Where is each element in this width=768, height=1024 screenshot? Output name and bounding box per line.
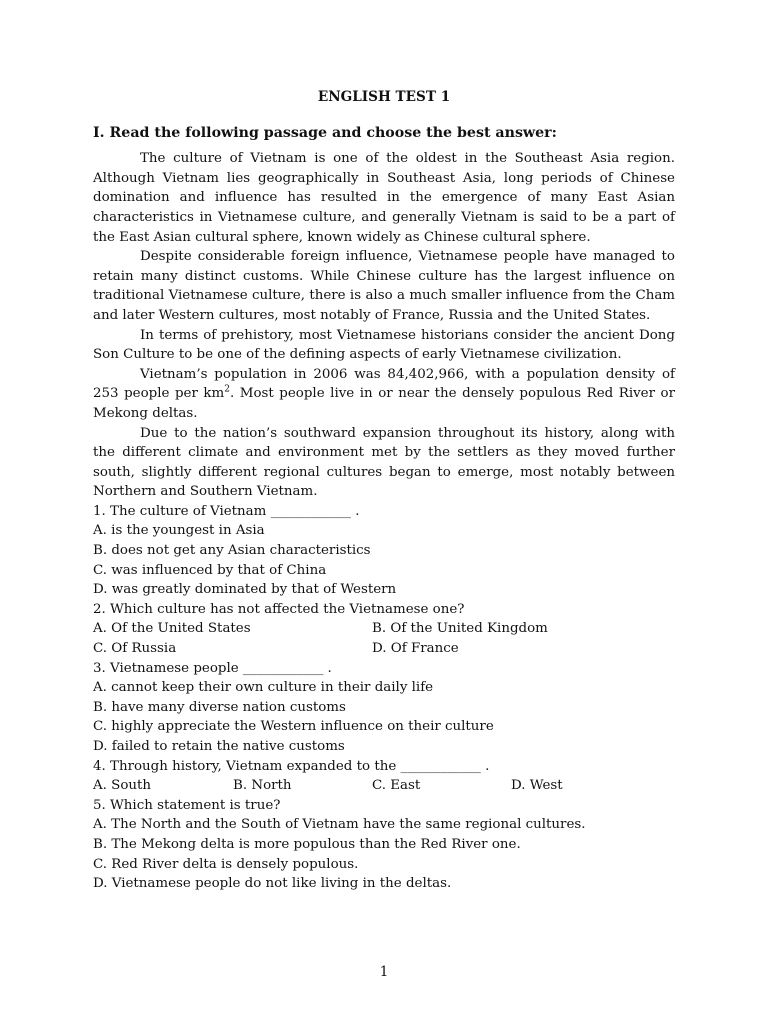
passage-paragraph-4 (93, 365, 675, 424)
option-b: B. North (233, 778, 292, 794)
passage-paragraph-1: The culture of Vietnam is one of the oldest in the Southeast Asia region. Although Vietnam lies geographically in Southeast Asia, long periods of Chinese domination and influence has resulted in the emergence of many East Asian characteristics in Vietnamese culture, and generally Vietnam is said to be a part of the East Asian cultural sphere, known widely as Chinese cultural sphere. (93, 151, 675, 245)
question-stem: 3. Vietnamese people ____________ . (93, 660, 332, 676)
option-d: D. Of France (372, 641, 459, 657)
question-stem: 5. Which statement is true? (93, 797, 281, 813)
option-a: A. Of the United States (93, 621, 251, 637)
option-c: C. Red River delta is densely populous. (93, 856, 359, 872)
passage-paragraph-3: In terms of prehistory, most Vietnamese historians consider the ancient Dong Son Culture to be one of the defining aspects of early Vietnamese civilization. (93, 327, 675, 363)
question-stem: 2. Which culture has not affected the Vietnamese one? (93, 601, 465, 617)
option-b: B. does not get any Asian characteristics (93, 543, 371, 559)
question-1 (93, 502, 675, 600)
option-c: C. was influenced by that of China (93, 562, 327, 578)
section-instruction: I. Read the following passage and choose the best answer: (93, 124, 557, 141)
options-row (93, 776, 675, 796)
passage-paragraph-2: Despite considerable foreign influence, Vietnamese people have managed to retain many distinct customs. While Chinese culture has the largest influence on traditional Vietnamese culture, there is also a much smaller influence from the Cham and later Western cultures, most notably of France, Russia and the United States. (93, 249, 675, 323)
question-2 (93, 600, 675, 659)
option-b: B. The Mekong delta is more populous than the Red River one. (93, 836, 521, 852)
option-c: C. Of Russia (93, 641, 177, 657)
question-3 (93, 659, 675, 757)
population-text: Vietnam’s population in 2006 was 84,402,966, with a population density of 253 people per km (93, 366, 675, 402)
superscript: 2 (224, 384, 230, 395)
option-c: C. East (372, 778, 421, 794)
option-d: D. failed to retain the native customs (93, 739, 345, 754)
test-title: ENGLISH TEST 1 (317, 89, 451, 105)
option-d: D. West (511, 778, 563, 794)
option-d: D. was greatly dominated by that of Western (93, 582, 397, 598)
page-number: 1 (379, 964, 389, 980)
option-d: D. Vietnamese people do not like living in the deltas. (93, 876, 452, 892)
question-stem: 1. The culture of Vietnam ____________ . (93, 503, 360, 519)
option-a: A. is the youngest in Asia (93, 523, 265, 539)
question-4 (93, 757, 675, 796)
population-text-end: . Most people live in or near the densely populous Red River or Mekong deltas. (93, 386, 676, 421)
question-5 (93, 796, 675, 894)
question-stem: 4. Through history, Vietnam expanded to the ____________ . (93, 758, 490, 774)
option-a: A. South (93, 778, 152, 794)
option-b: B. have many diverse nation customs (93, 699, 346, 715)
option-a: A. cannot keep their own culture in their daily life (93, 680, 434, 696)
options-row (93, 619, 675, 639)
document-page (93, 88, 675, 894)
option-a: A. The North and the South of Vietnam have the same regional cultures. (93, 817, 586, 833)
option-c: C. highly appreciate the Western influence on their culture (93, 719, 494, 735)
options-row (93, 639, 675, 659)
passage-paragraph-5: Due to the nation’s southward expansion throughout its history, along with the different climate and environment met by the settlers as they moved further south, slightly different regional cultures began to emerge, most notably between Northern and Southern Vietnam. (93, 425, 675, 500)
option-b: B. Of the United Kingdom (372, 621, 548, 637)
